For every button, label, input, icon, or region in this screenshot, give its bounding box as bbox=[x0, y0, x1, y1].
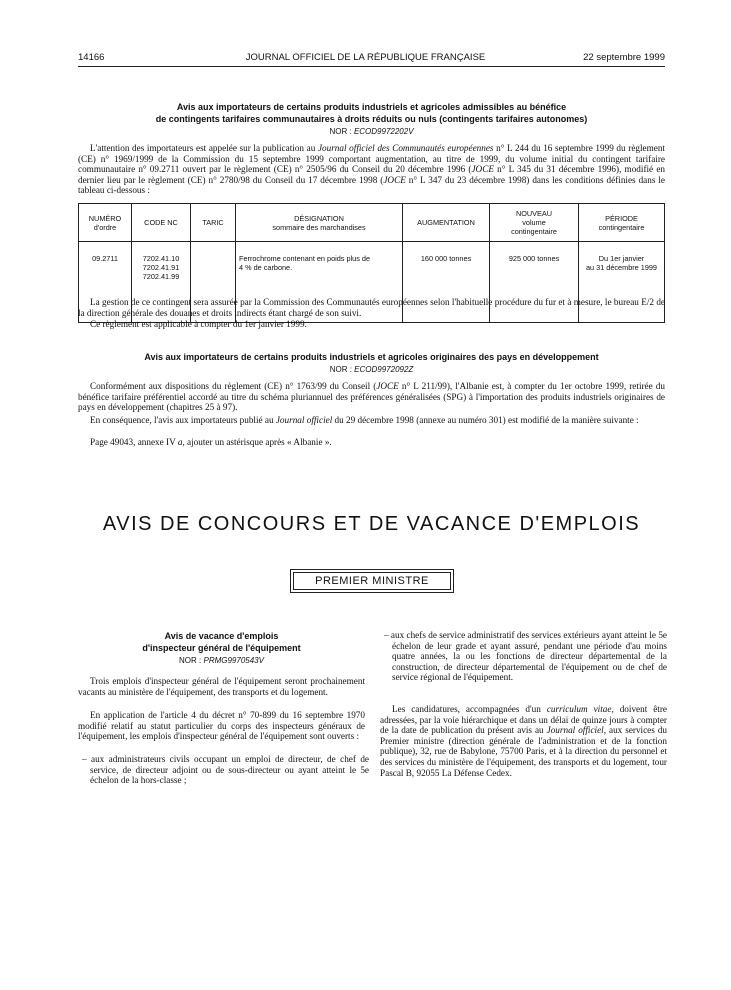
notice2-p1: Conformément aux dispositions du règlement (CE) n° 1763/99 du Conseil (JOCE n° L 211/99), l'Albanie est, à compter du 1er octobre 1999, retirée du bénéfice tarifaire préférentiel accordé au titre du schéma pluriannuel des préférences généralisées (SPG) à l'importation des produits industriels originaires de pays en développement (chapitres 25 à 97). bbox=[78, 381, 665, 413]
notice3-p3: Les candidatures, accompagnées d'un curriculum vitae, doivent être adressées, par la voie hiérarchique et dans un délai de quinze jours à compter de la date de publication du présent avis au Journal officiel, aux services du Premier ministre (direction générale de l'administration et de la fonction publique), 32, rue de Babylone, 75700 Paris, et à la direction du personnel et des services du ministère de l'équipement, des transports et du logement, tour Pascal B, 92055 La Défense Cedex. bbox=[380, 704, 668, 778]
notice1-intro: L'attention des importateurs est appelée sur la publication au Journal officiel des Communautés européennes n° L 244 du 16 septembre 1999 du règlement (CE) n° 1969/1999 de la Commission du 15 septembre 1999 comportant augmentation, au titre de 1999, du volume initial du contingent tarifaire communautaire n° 09.2711 ouvert par le règlement (CE) n° 2505/96 du Conseil du 20 décembre 1996 (JOCE n° L 345 du 31 décembre 1996), modifié en dernier lieu par le règlement (CE) n° 2780/98 du Conseil du 17 décembre 1998 (JOCE n° L 347 du 23 décembre 1998) dans les conditions définies dans le tableau ci-dessous : bbox=[78, 143, 666, 196]
notice1-title-line1: Avis aux importateurs de certains produits industriels et agricoles admissibles au bénéfice bbox=[176, 102, 567, 112]
table-header-row bbox=[79, 204, 665, 242]
col-taric: TARIC bbox=[191, 204, 236, 242]
ministry-box bbox=[290, 569, 454, 593]
cell-augmentation: 160 000 tonnes bbox=[403, 242, 490, 323]
notice2-title: Avis aux importateurs de certains produits industriels et agricoles originaires des pays en développement bbox=[144, 352, 599, 362]
notice1-title-line2: de contingents tarifaires communautaires à droits réduits ou nuls (contingents tarifaires autonomes) bbox=[155, 114, 588, 124]
section-title: AVIS DE CONCOURS ET DE VACANCE D'EMPLOIS bbox=[102, 513, 641, 535]
notice3-title-line2: d'inspecteur général de l'équipement bbox=[142, 643, 301, 653]
notice3-title bbox=[78, 630, 365, 654]
notice3-p1: Trois emplois d'inspecteur général de l'équipement seront prochainement vacants au ministère de l'équipement, des transports et du logement. bbox=[78, 676, 365, 697]
col-numero: NUMÉRO d'ordre bbox=[79, 204, 132, 242]
col-code-nc: CODE NC bbox=[132, 204, 191, 242]
notice1-applicability: Ce règlement est applicable à compter du 1er janvier 1999. bbox=[90, 319, 307, 329]
notice2-nor bbox=[78, 365, 665, 374]
notice2-p3: Page 49043, annexe IV a, ajouter un astérisque après « Albanie ». bbox=[90, 437, 332, 447]
issue-date: 22 septembre 1999 bbox=[583, 52, 665, 63]
nor-label: NOR : bbox=[329, 127, 352, 136]
col-augmentation: AUGMENTATION bbox=[403, 204, 490, 242]
notice2-p2: En conséquence, l'avis aux importateurs publié au Journal officiel du 29 décembre 1998 (annexe au numéro 301) est modifié de la manière suivante : bbox=[90, 415, 639, 425]
notice3-item2: – aux chefs de service administratif des services extérieurs ayant atteint le 5e échelon de leur grade et ayant assuré, pendant une période d'au moins quatre années, la ou les fonctions de directeur départemental de la construction, de directeur départemental de l'équipement ou de chef de service régional de l'équipement. bbox=[384, 630, 667, 683]
notice1-title bbox=[78, 101, 665, 125]
notice3-nor bbox=[78, 656, 365, 665]
page-number: 14166 bbox=[78, 52, 105, 63]
cell-nouveau: 925 000 tonnes bbox=[490, 242, 579, 323]
notice3-p2: En application de l'article 4 du décret n° 70-899 du 16 septembre 1970 modifié relatif au statut particulier du corps des inspecteurs généraux de l'équipement, les emplois d'inspecteur général de l'équipement sont ouverts : bbox=[78, 710, 365, 742]
notice3-item1: – aux administrateurs civils occupant un emploi de directeur, de chef de service, de directeur adjoint ou de sous-directeur ou ayant atteint le 5e échelon de la hors-classe ; bbox=[82, 754, 369, 786]
nor-code: ECOD9972092Z bbox=[354, 365, 414, 374]
header-rule bbox=[78, 66, 665, 67]
nor-label: NOR : bbox=[179, 656, 202, 665]
col-periode: PÉRIODE contingentaire bbox=[579, 204, 665, 242]
ministry-label: PREMIER MINISTRE bbox=[293, 572, 451, 590]
cell-designation: Ferrochrome contenant en poids plus de 4 % de carbone. bbox=[236, 242, 403, 323]
nor-code: ECOD9972202V bbox=[353, 127, 414, 136]
cell-numero: 09.2711 bbox=[79, 242, 132, 323]
col-nouveau: NOUVEAU volume contingentaire bbox=[490, 204, 579, 242]
notice3-title-line1: Avis de vacance d'emplois bbox=[164, 631, 279, 641]
notice1-nor bbox=[78, 127, 665, 136]
cell-periode: Du 1er janvier au 31 décembre 1999 bbox=[579, 242, 665, 323]
cell-code-nc: 7202.41.10 7202.41.91 7202.41.99 bbox=[132, 242, 191, 323]
journal-title: JOURNAL OFFICIEL DE LA RÉPUBLIQUE FRANÇAISE bbox=[245, 52, 486, 63]
col-designation: DÉSIGNATION sommaire des marchandises bbox=[236, 204, 403, 242]
notice1-management: La gestion de ce contingent sera assurée par la Commission des Communautés européennes selon l'habituelle procédure du fur et à mesure, le bureau E/2 de la direction générale des douanes et droits indirects étant chargé de son suivi. bbox=[78, 297, 665, 318]
nor-label: NOR : bbox=[329, 365, 352, 374]
nor-code: PRMG9970543V bbox=[203, 656, 264, 665]
